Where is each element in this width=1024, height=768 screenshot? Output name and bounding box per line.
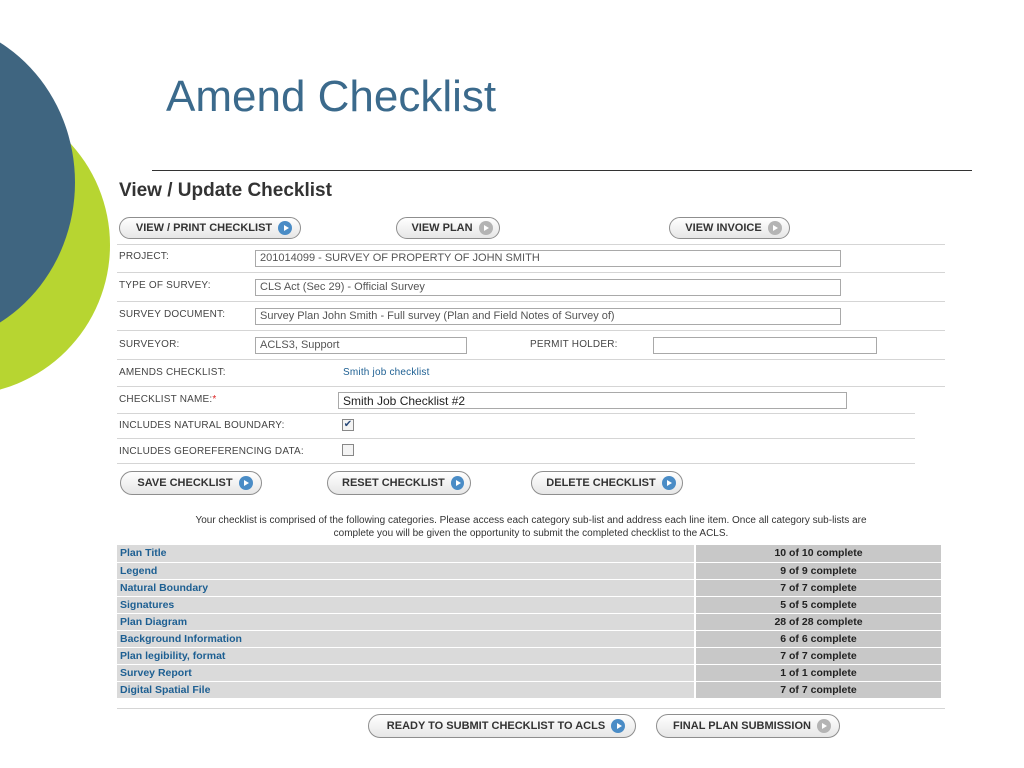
category-status: 10 of 10 complete bbox=[695, 545, 941, 562]
view-print-checklist-label: VIEW / PRINT CHECKLIST bbox=[135, 222, 273, 234]
category-status: 1 of 1 complete bbox=[695, 664, 941, 681]
title-divider bbox=[152, 170, 972, 171]
instructions-text bbox=[117, 514, 945, 540]
permit-holder-field[interactable] bbox=[653, 337, 877, 354]
category-link[interactable]: Survey Report bbox=[117, 664, 695, 681]
category-row bbox=[117, 562, 941, 579]
category-link[interactable]: Digital Spatial File bbox=[117, 681, 695, 698]
category-status: 7 of 7 complete bbox=[695, 681, 941, 698]
arrow-right-icon bbox=[278, 221, 292, 235]
checklist-name-label bbox=[119, 394, 216, 405]
view-invoice-label: VIEW INVOICE bbox=[685, 222, 762, 234]
survey-document-label: SURVEY DOCUMENT: bbox=[119, 309, 226, 320]
final-plan-submission-button[interactable] bbox=[656, 714, 840, 738]
arrow-right-icon bbox=[611, 719, 625, 733]
survey-document-field[interactable]: Survey Plan John Smith - Full survey (Plan and Field Notes of Survey of) bbox=[255, 308, 841, 325]
category-link[interactable]: Signatures bbox=[117, 596, 695, 613]
save-checklist-button[interactable] bbox=[120, 471, 262, 495]
amends-checklist-link[interactable]: Smith job checklist bbox=[343, 367, 430, 378]
georeferencing-label: INCLUDES GEOREFERENCING DATA: bbox=[119, 446, 304, 457]
checklist-name-label-text: CHECKLIST NAME: bbox=[119, 394, 213, 405]
divider bbox=[117, 359, 945, 360]
georeferencing-checkbox[interactable] bbox=[342, 444, 354, 456]
category-status: 7 of 7 complete bbox=[695, 647, 941, 664]
submit-to-acls-label: READY TO SUBMIT CHECKLIST TO ACLS bbox=[386, 720, 606, 732]
permit-holder-label: PERMIT HOLDER: bbox=[530, 339, 618, 350]
view-plan-label: VIEW PLAN bbox=[411, 222, 473, 234]
divider bbox=[117, 272, 945, 273]
divider bbox=[117, 463, 915, 464]
category-row bbox=[117, 630, 941, 647]
category-link[interactable]: Plan Diagram bbox=[117, 613, 695, 630]
divider bbox=[117, 708, 945, 709]
natural-boundary-checkbox[interactable]: ✔ bbox=[343, 419, 353, 430]
view-plan-button[interactable] bbox=[396, 217, 500, 239]
divider bbox=[117, 330, 945, 331]
category-link[interactable]: Natural Boundary bbox=[117, 579, 695, 596]
category-row bbox=[117, 664, 941, 681]
view-invoice-button[interactable] bbox=[669, 217, 790, 239]
category-link[interactable]: Background Information bbox=[117, 630, 695, 647]
category-status: 5 of 5 complete bbox=[695, 596, 941, 613]
divider bbox=[117, 301, 945, 302]
arrow-right-icon bbox=[451, 476, 464, 490]
category-row bbox=[117, 613, 941, 630]
surveyor-field[interactable]: ACLS3, Support bbox=[255, 337, 467, 354]
divider bbox=[117, 438, 915, 439]
arrow-right-icon bbox=[239, 476, 253, 490]
arrow-right-icon bbox=[479, 221, 493, 235]
divider bbox=[117, 386, 945, 387]
survey-type-field[interactable]: CLS Act (Sec 29) - Official Survey bbox=[255, 279, 841, 296]
panel-title: View / Update Checklist bbox=[119, 180, 332, 201]
category-status: 7 of 7 complete bbox=[695, 579, 941, 596]
final-plan-submission-label: FINAL PLAN SUBMISSION bbox=[673, 720, 811, 732]
category-row bbox=[117, 596, 941, 613]
instructions-line-2: complete you will be given the opportunity to submit the completed checklist to the ACLS. bbox=[333, 528, 729, 539]
natural-boundary-label: INCLUDES NATURAL BOUNDARY: bbox=[119, 420, 285, 431]
category-link[interactable]: Legend bbox=[117, 562, 695, 579]
view-print-checklist-button[interactable] bbox=[119, 217, 301, 239]
category-link[interactable]: Plan legibility, format bbox=[117, 647, 695, 664]
arrow-right-icon bbox=[817, 719, 831, 733]
required-marker: * bbox=[212, 394, 217, 405]
category-row bbox=[117, 579, 941, 596]
instructions-line-1: Your checklist is comprised of the following categories. Please access each category sub-list and address each line item. Once all category sub-lists are bbox=[195, 515, 867, 526]
category-status: 28 of 28 complete bbox=[695, 613, 941, 630]
category-status: 9 of 9 complete bbox=[695, 562, 941, 579]
reset-checklist-button[interactable] bbox=[327, 471, 471, 495]
category-row bbox=[117, 545, 941, 562]
slide-title: Amend Checklist bbox=[166, 72, 497, 121]
submit-to-acls-button[interactable] bbox=[368, 714, 636, 738]
category-row bbox=[117, 681, 941, 698]
checklist-panel bbox=[117, 180, 945, 732]
category-link[interactable]: Plan Title bbox=[117, 545, 695, 562]
arrow-right-icon bbox=[768, 221, 782, 235]
divider bbox=[117, 413, 915, 414]
project-label: PROJECT: bbox=[119, 251, 169, 262]
save-checklist-label: SAVE CHECKLIST bbox=[137, 477, 233, 489]
delete-checklist-button[interactable] bbox=[531, 471, 683, 495]
divider bbox=[117, 244, 945, 245]
checklist-name-input[interactable]: Smith Job Checklist #2 bbox=[338, 392, 847, 409]
category-row bbox=[117, 647, 941, 664]
reset-checklist-label: RESET CHECKLIST bbox=[342, 477, 445, 489]
delete-checklist-label: DELETE CHECKLIST bbox=[546, 477, 656, 489]
amends-checklist-label: AMENDS CHECKLIST: bbox=[119, 367, 226, 378]
arrow-right-icon bbox=[662, 476, 676, 490]
categories-table bbox=[117, 545, 941, 699]
surveyor-label: SURVEYOR: bbox=[119, 339, 180, 350]
category-status: 6 of 6 complete bbox=[695, 630, 941, 647]
survey-type-label: TYPE OF SURVEY: bbox=[119, 280, 211, 291]
project-field[interactable]: 201014099 - SURVEY OF PROPERTY OF JOHN SMITH bbox=[255, 250, 841, 267]
